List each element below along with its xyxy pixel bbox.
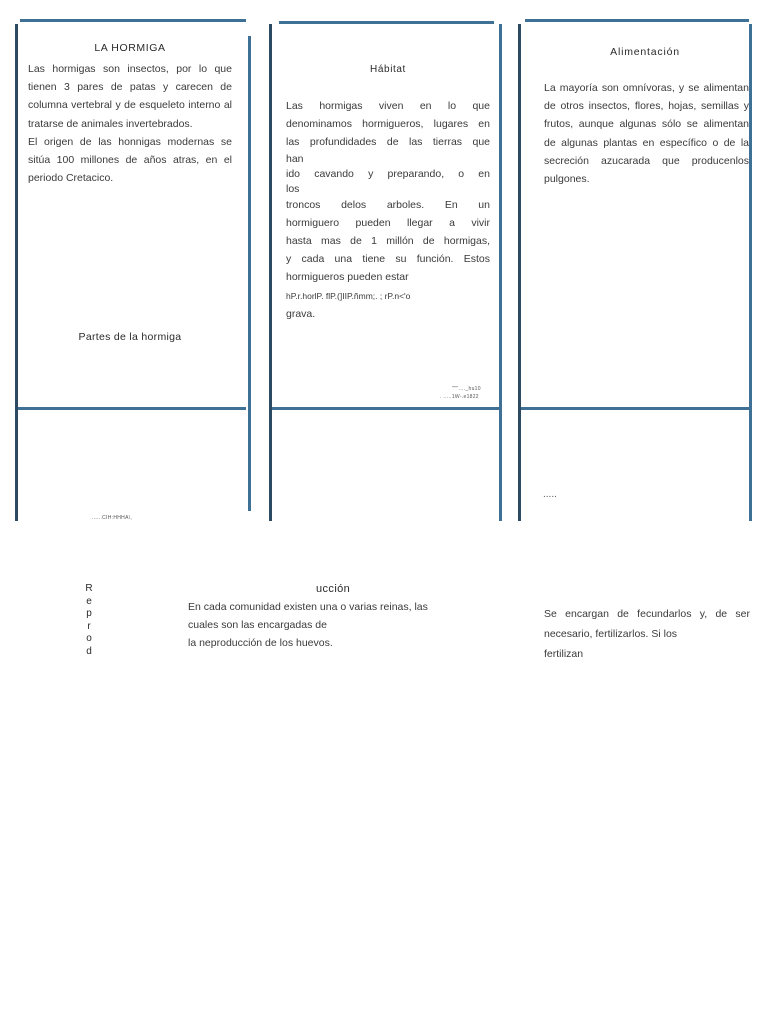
panel2-line: las profundidades de las tierras que <box>286 136 490 149</box>
reproduccion-body <box>188 598 478 653</box>
panel2-top-border <box>279 21 494 24</box>
panel1-title: LA HORMIGA <box>94 42 166 54</box>
vertical-letter: r <box>87 620 91 632</box>
vertical-letter: R <box>85 583 93 594</box>
panel2-left-border <box>269 24 272 521</box>
panel1-body <box>28 60 232 187</box>
panel2-line: Las hormigas viven en lo que <box>286 100 490 112</box>
reproduccion-line: la neproducción de los huevos. <box>188 637 333 650</box>
panel1-paragraph: El origen de las honnigas modernas se sitúa 100 millones de años atras, en el periodo Cretacico. <box>28 135 232 185</box>
panel2-line: ido cavando y preparando, o en <box>286 167 490 180</box>
reproduccion-right-line: Se encargan de fecundarlos y, de ser <box>544 608 750 620</box>
reproduccion-heading-fragment: ucción <box>316 583 351 595</box>
panel1-subtitle: Partes de la hormiga <box>78 331 182 343</box>
panel2-right-border <box>499 24 502 521</box>
panel3-left-border <box>518 24 521 521</box>
panel1-right-border <box>248 36 251 511</box>
vertical-letter: p <box>86 608 92 619</box>
panel1-top-border <box>20 19 246 22</box>
panel1-divider <box>18 407 246 410</box>
panel2-line: troncos delos arboles. En un <box>286 198 490 211</box>
panel2-line: hP.r.horlP. flP.(]IIP.ñmm;. ; rP.n<'o <box>286 290 411 301</box>
panel2-note: '""'...._hu10 <box>452 386 481 392</box>
vertical-letter: o <box>86 633 92 644</box>
panel2-line: los <box>286 182 300 195</box>
panel3-divider <box>521 407 749 410</box>
reproduccion-line: cuales son las encargadas de <box>188 619 327 632</box>
panel3-title: Alimentación <box>610 46 680 58</box>
panel3-body: La mayoría son omnívoras, y se alimentan de otros insectos, flores, hojas, semillas y frutos, aunque algunas sólo se alimentan de algunas plantas en específico o de la secreción azucarada que producenlos pulgones. <box>544 82 749 186</box>
reproduccion-right-line: fertilizan <box>544 648 584 660</box>
panel3-right-border <box>749 24 752 521</box>
panel1-lower-note: ......CIH:HHHA\, <box>92 515 133 521</box>
reproduccion-vertical-heading <box>84 583 94 658</box>
reproduccion-right-line: necesario, fertilizarlos. Si los <box>544 628 678 640</box>
panel2-line: denominamos hormigueros, lugares en <box>286 118 490 131</box>
panel1-left-border <box>15 24 18 521</box>
panel1-paragraph: Las hormigas son insectos, por lo que tienen 3 pares de patas y carecen de columna vertebral y de esqueleto interno al tratarse de animales invertebrados. <box>28 63 232 130</box>
panel2-line: grava. <box>286 307 316 320</box>
panel3-lower-note: ..... <box>543 489 557 500</box>
panel2-body <box>286 97 490 323</box>
panel2-line: hormiguero pueden llegar a vivir <box>286 216 490 229</box>
panel2-title: Hábitat <box>370 64 406 75</box>
panel2-line: hormigueros pueden estar <box>286 271 409 284</box>
vertical-letter: e <box>86 595 92 607</box>
panel2-line: han <box>286 152 304 165</box>
panel2-line: hasta mas de 1 millón de hormigas, <box>286 235 490 248</box>
vertical-letter: d <box>86 645 92 657</box>
panel2-line: y cada una tiene su función. Estos <box>286 253 490 266</box>
reproduccion-line: En cada comunidad existen una o varias reinas, las <box>188 601 428 613</box>
panel2-divider <box>272 407 499 410</box>
reproduccion-right-body <box>544 604 750 664</box>
panel3-top-border <box>525 19 749 22</box>
panel2-note: . .....1W-.e1822 <box>440 394 479 400</box>
